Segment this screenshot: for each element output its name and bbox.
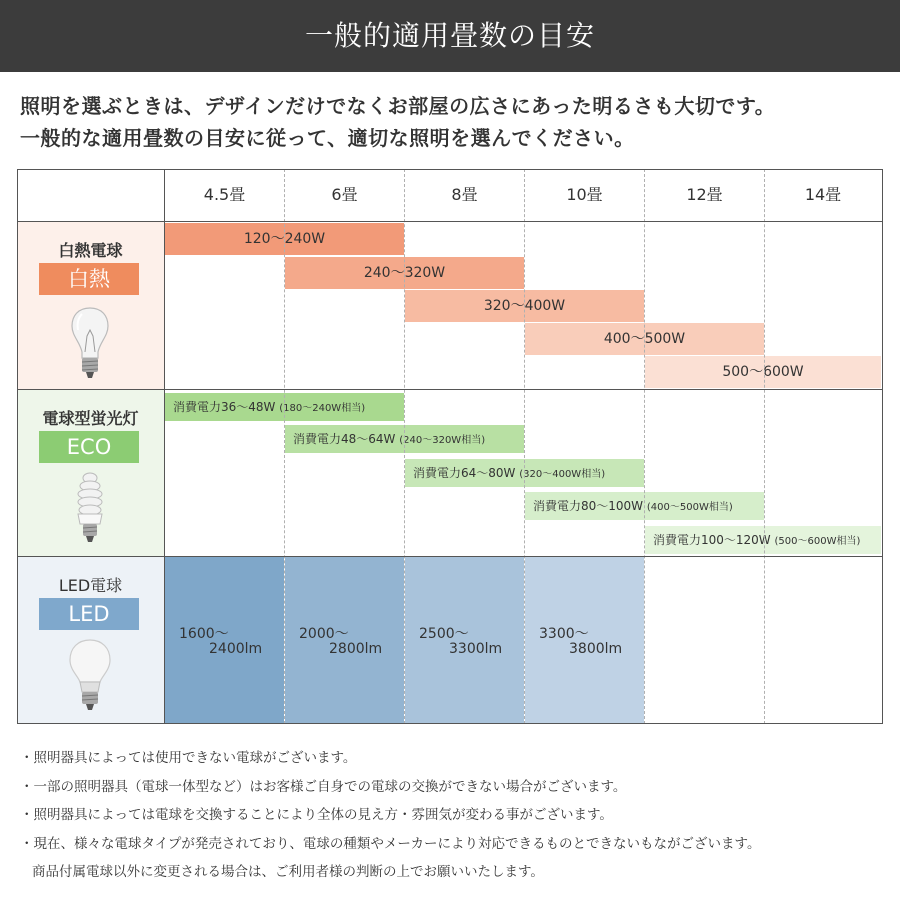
incandescent-bar-3: 320～400W: [405, 290, 644, 322]
fluorescent-bar-4-sub: (400～500W相当): [646, 502, 733, 513]
spiral-cfl-bulb-icon: [70, 470, 110, 546]
led-cell-1-line2: 2400lm: [209, 641, 263, 657]
fluorescent-bar-5-sub: (500～600W相当): [774, 536, 861, 547]
note-3: ・照明器具によっては電球を交換することにより全体の見え方・雰囲気が変わる事がございます。: [20, 807, 613, 823]
intro-line-2: 一般的な適用畳数の目安に従って、適切な照明を選んでください。: [20, 126, 635, 150]
incandescent-bar-1: 120～240W: [165, 223, 404, 255]
column-header-6: 6畳: [331, 185, 358, 204]
incandescent-label: [17, 222, 164, 389]
led-cell-1-line1: 1600～: [179, 626, 229, 642]
page-title: 一般的適用畳数の目安: [304, 19, 595, 52]
intro-line-1: 照明を選ぶときは、デザインだけでなくお部屋の広さにあった明るさも大切です。: [20, 94, 776, 118]
led-cell-4-line1: 3300～: [539, 626, 589, 642]
led-badge: LED: [39, 598, 139, 630]
fluorescent-bar-1-main: 消費電力36～48W: [173, 400, 276, 414]
column-header-14: 14畳: [804, 185, 842, 204]
fluorescent-bar-1-sub: (180～240W相当): [279, 403, 366, 414]
incandescent-bar-2: 240～320W: [285, 257, 524, 289]
led-cell-4-line2: 3800lm: [569, 641, 623, 657]
note-1: ・照明器具によっては使用できない電球がございます。: [20, 750, 357, 766]
led-name: LED電球: [58, 576, 123, 595]
column-divider-5: [764, 169, 765, 724]
notes: [20, 744, 880, 887]
led-bulb-icon: [68, 638, 112, 714]
column-header-12: 12畳: [686, 185, 723, 204]
note-2: ・一部の照明器具（電球一体型など）はお客様ご自身での電球の交換ができない場合がございます。: [20, 778, 627, 795]
note-5: 商品付属電球以外に変更される場合は、ご利用者様の判断の上でお願いいたします。: [32, 864, 544, 880]
led-cell-2-line1: 2000～: [299, 626, 349, 642]
led-cell-3: [405, 557, 524, 723]
fluorescent-bar-5: [645, 526, 881, 554]
led-cell-3-line2: 3300lm: [449, 641, 503, 657]
led-cell-2-line2: 2800lm: [329, 641, 383, 657]
column-divider-4: [644, 169, 645, 724]
column-header-8: 8畳: [451, 185, 478, 204]
page-header: [0, 0, 900, 72]
fluorescent-bar-3-main: 消費電力64～80W: [413, 466, 516, 480]
incandescent-bar-4: 400～500W: [525, 323, 764, 355]
fluorescent-bar-5-main: 消費電力100～120W: [653, 533, 771, 547]
led-cell-4: [525, 557, 644, 723]
fluorescent-label: [17, 390, 164, 556]
column-divider-1: [284, 169, 285, 724]
fluorescent-bar-4-main: 消費電力80～100W: [533, 499, 644, 513]
fluorescent-bar-2-main: 消費電力48～64W: [293, 432, 396, 446]
led-cell-2: [285, 557, 404, 723]
fluorescent-bar-3-sub: (320～400W相当): [519, 469, 606, 480]
intro-text: [20, 90, 880, 154]
column-divider-3: [524, 169, 525, 724]
note-4: ・現在、様々な電球タイプが発売されており、電球の種類やメーカーにより対応できるものとできないもながございます。: [20, 835, 761, 852]
fluorescent-badge: ECO: [39, 431, 139, 463]
label-column-divider: [164, 169, 165, 724]
led-cell-3-line1: 2500～: [419, 626, 469, 642]
incandescent-bar-5: 500～600W: [645, 356, 881, 388]
fluorescent-name: 電球型蛍光灯: [42, 409, 139, 428]
column-header-10: 10畳: [566, 185, 603, 204]
led-cell-1: [165, 557, 284, 723]
fluorescent-bar-2-sub: (240～320W相当): [399, 435, 486, 446]
column-header-4-5: 4.5畳: [203, 185, 246, 204]
incandescent-badge: 白熱: [39, 263, 139, 295]
column-divider-2: [404, 169, 405, 724]
incandescent-name: 白熱電球: [58, 241, 123, 260]
led-label: [17, 557, 164, 723]
incandescent-bulb-icon: [70, 306, 110, 380]
